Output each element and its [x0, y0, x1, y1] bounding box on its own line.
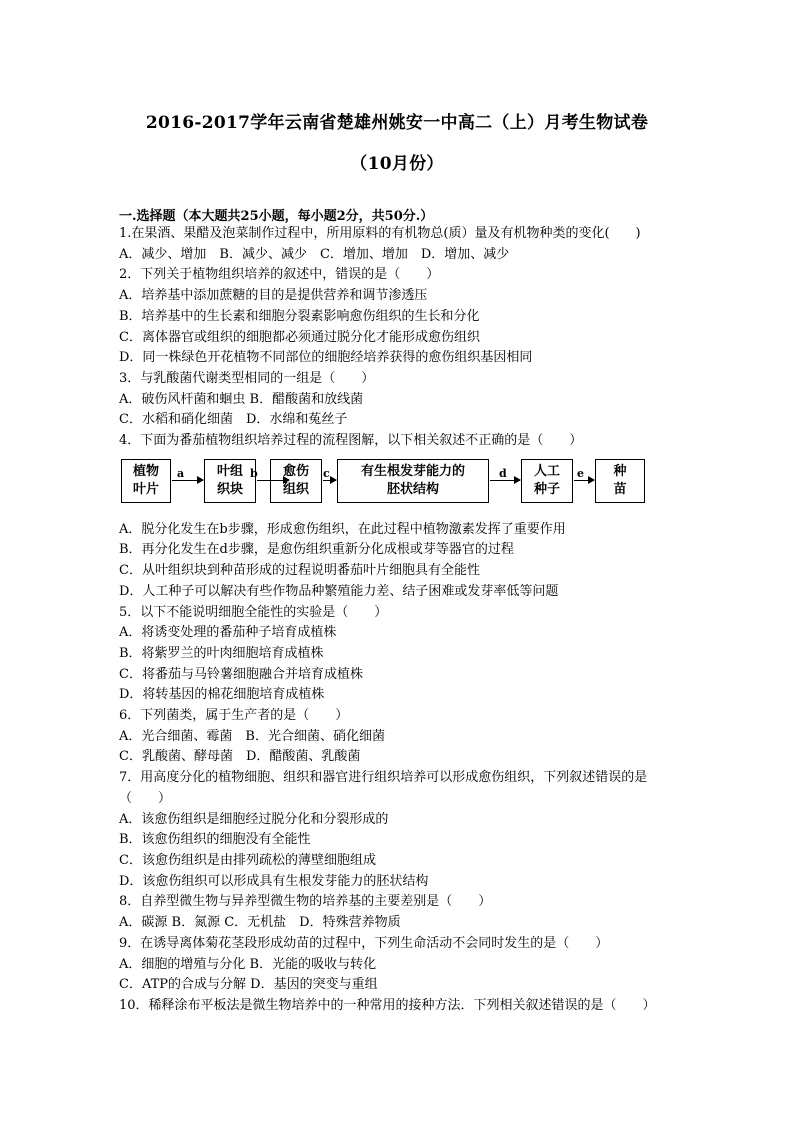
question-4-option-a: A．脱分化发生在b步骤，形成愈伤组织，在此过程中植物激素发挥了重要作用 [119, 521, 566, 537]
question-2-option-c: C．离体器官或组织的细胞都必须通过脱分化才能形成愈伤组织 [119, 329, 480, 345]
question-4-option-b: B．再分化发生在d步骤，是愈伤组织重新分化成根或芽等器官的过程 [119, 542, 514, 558]
question-6-options-ab: A．光合细菌、霉菌 B．光合细菌、硝化细菌 [119, 728, 385, 744]
question-7-option-a: A．该愈伤组织是细胞经过脱分化和分裂形成的 [119, 811, 389, 827]
flow-box-seedling: 种 苗 [595, 459, 645, 503]
question-4-option-c: C．从叶组织块到种苗形成的过程说明番茄叶片细胞具有全能性 [119, 563, 480, 579]
question-7-option-c: C．该愈伤组织是由排列疏松的薄壁细胞组成 [119, 852, 376, 868]
question-4-stem: 4．下面为番茄植物组织培养过程的流程图解，以下相关叙述不正确的是（ ） [119, 433, 583, 449]
question-5-option-b: B．将紫罗兰的叶肉细胞培育成植株 [119, 645, 324, 661]
flow-box-callus: 愈伤 组织 [270, 459, 322, 503]
question-1-options: A．减少、增加 B．减少、减少 C．增加、增加 D．增加、减少 [119, 246, 510, 262]
exam-title: 2016-2017学年云南省楚雄州姚安一中高二（上）月考生物试卷 [145, 113, 649, 133]
question-10-stem: 10．稀释涂布平板法是微生物培养中的一种常用的接种方法．下列相关叙述错误的是（ ） [119, 997, 656, 1013]
question-4-option-d: D．人工种子可以解决有些作物品种繁殖能力差、结子困难或发芽率低等问题 [119, 583, 559, 599]
question-2-option-d: D．同一株绿色开花植物不同部位的细胞经培养获得的愈伤组织基因相同 [119, 350, 533, 366]
flow-label-e: e [577, 466, 584, 480]
question-9-options-cd: C．ATP的合成与分解 D．基因的突变与重组 [119, 977, 378, 993]
question-8-options: A．碳源 B．氮源 C．无机盐 D．特殊营养物质 [119, 915, 401, 931]
question-9-options-ab: A．细胞的增殖与分化 B．光能的吸收与转化 [119, 956, 377, 972]
question-2-stem: 2．下列关于植物组织培养的叙述中，错误的是（ ） [119, 267, 440, 283]
question-2-option-a: A．培养基中添加蔗糖的目的是提供营养和调节渗透压 [119, 288, 428, 304]
flow-box-embryoid: 有生根发芽能力的 胚状结构 [337, 459, 489, 503]
question-3-options-cd: C．水稻和硝化细菌 D．水绵和菟丝子 [119, 412, 348, 428]
flow-box-tissue: 叶组 织块 [204, 459, 256, 503]
flow-box-leaf: 植物 叶片 [121, 459, 171, 503]
flow-label-b: b [250, 466, 258, 480]
question-6-options-cd: C．乳酸菌、酵母菌 D．醋酸菌、乳酸菌 [119, 749, 361, 765]
flow-box-artificial-seed: 人工 种子 [521, 459, 573, 503]
question-6-stem: 6．下列菌类，属于生产者的是（ ） [119, 708, 349, 724]
question-list [119, 224, 679, 1017]
question-3-options-ab: A．破伤风杆菌和蛔虫 B．醋酸菌和放线菌 [119, 391, 364, 407]
section-heading: 一.选择题（本大题共25小题，每小题2分，共50分.） [119, 209, 434, 224]
question-9-stem: 9．在诱导离体菊花茎段形成幼苗的过程中，下列生命活动不会同时发生的是（ ） [119, 935, 609, 951]
question-1-stem: 1.在果酒、果醋及泡菜制作过程中，所用原料的有机物总(质）量及有机物种类的变化( ) [119, 226, 641, 241]
question-7-option-b: B．该愈伤组织的细胞没有全能性 [119, 832, 311, 848]
question-3-stem: 3．与乳酸菌代谢类型相同的一组是（ ） [119, 370, 375, 386]
question-5-stem: 5．以下不能说明细胞全能性的实验是（ ） [119, 604, 388, 620]
question-5-option-a: A．将诱变处理的番茄种子培育成植株 [119, 625, 337, 641]
flow-label-a: a [177, 466, 185, 480]
flow-label-d: d [499, 466, 507, 480]
question-2-option-b: B．培养基中的生长素和细胞分裂素影响愈伤组织的生长和分化 [119, 308, 480, 324]
question-8-stem: 8．自养型微生物与异养型微生物的培养基的主要差别是（ ） [119, 894, 492, 910]
flow-diagram [119, 456, 679, 518]
exam-subtitle: （10月份） [350, 154, 444, 174]
flow-label-c: c [323, 466, 330, 480]
question-5-option-d: D．将转基因的棉花细胞培育成植株 [119, 687, 325, 703]
question-5-option-c: C．将番茄与马铃薯细胞融合并培育成植株 [119, 666, 363, 682]
question-7-stem: 7．用高度分化的植物细胞、组织和器官进行组织培养可以形成愈伤组织，下列叙述错误的是（ ） [119, 770, 648, 806]
question-7-option-d: D．该愈伤组织可以形成具有生根发芽能力的胚状结构 [119, 873, 429, 889]
